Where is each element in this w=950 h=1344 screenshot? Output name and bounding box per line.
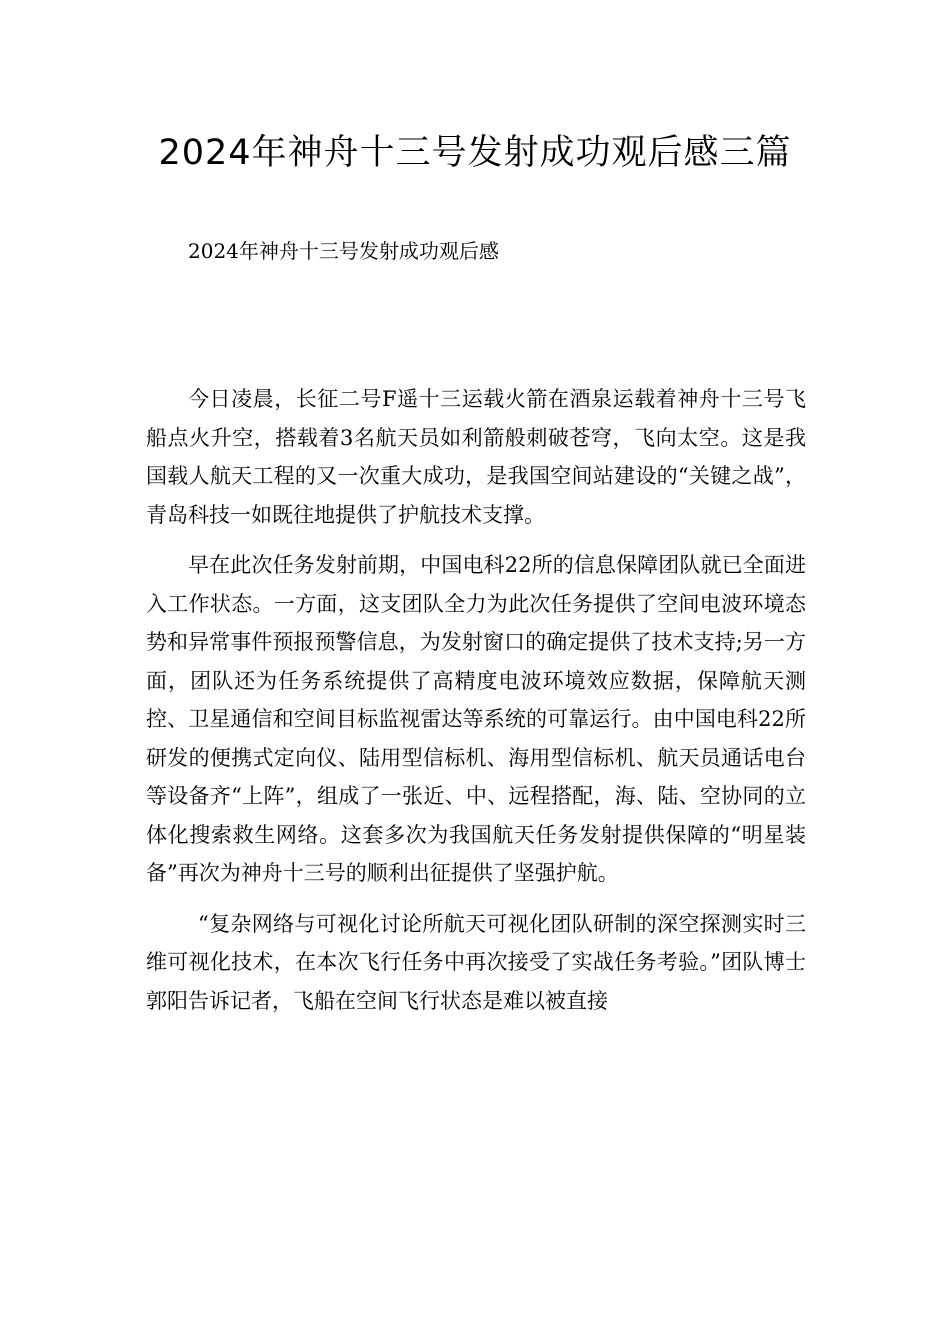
- document-body: [146, 380, 806, 1032]
- body-paragraph: 早在此次任务发射前期，中国电科22所的信息保障团队就已全面进入工作状态。一方面，这支团队全力为此次任务提供了空间电波环境态势和异常事件预报预警信息，为发射窗口的确定提供了技术支持;另一方面，团队还为任务系统提供了高精度电波环境效应数据，保障航天测控、卫星通信和空间目标监视雷达等系统的可靠运行。由中国电科22所研发的便携式定向仪、陆用型信标机、海用型信标机、航天员通话电台等设备齐“上阵”，组成了一张近、中、远程搭配，海、陆、空协同的立体化搜索救生网络。这套多次为我国航天任务发射提供保障的“明星装备”再次为神舟十三号的顺利出征提供了坚强护航。: [146, 553, 806, 885]
- document-subtitle: 2024年神舟十三号发射成功观后感: [188, 239, 499, 263]
- body-paragraph: 今日凌晨，长征二号F遥十三运载火箭在酒泉运载着神舟十三号飞船点火升空，搭载着3名航天员如利箭般刺破苍穹，飞向太空。这是我国载人航天工程的又一次重大成功，是我国空间站建设的“关键之战”，青岛科技一如既往地提供了护航技术支撑。: [146, 387, 806, 527]
- document-title: 2024年神舟十三号发射成功观后感三篇: [158, 133, 792, 173]
- body-paragraph: “复杂网络与可视化讨论所航天可视化团队研制的深空探测实时三维可视化技术，在本次飞行任务中再次接受了实战任务考验。”团队博士郭阳告诉记者，飞船在空间飞行状态是难以被直接: [146, 911, 806, 1013]
